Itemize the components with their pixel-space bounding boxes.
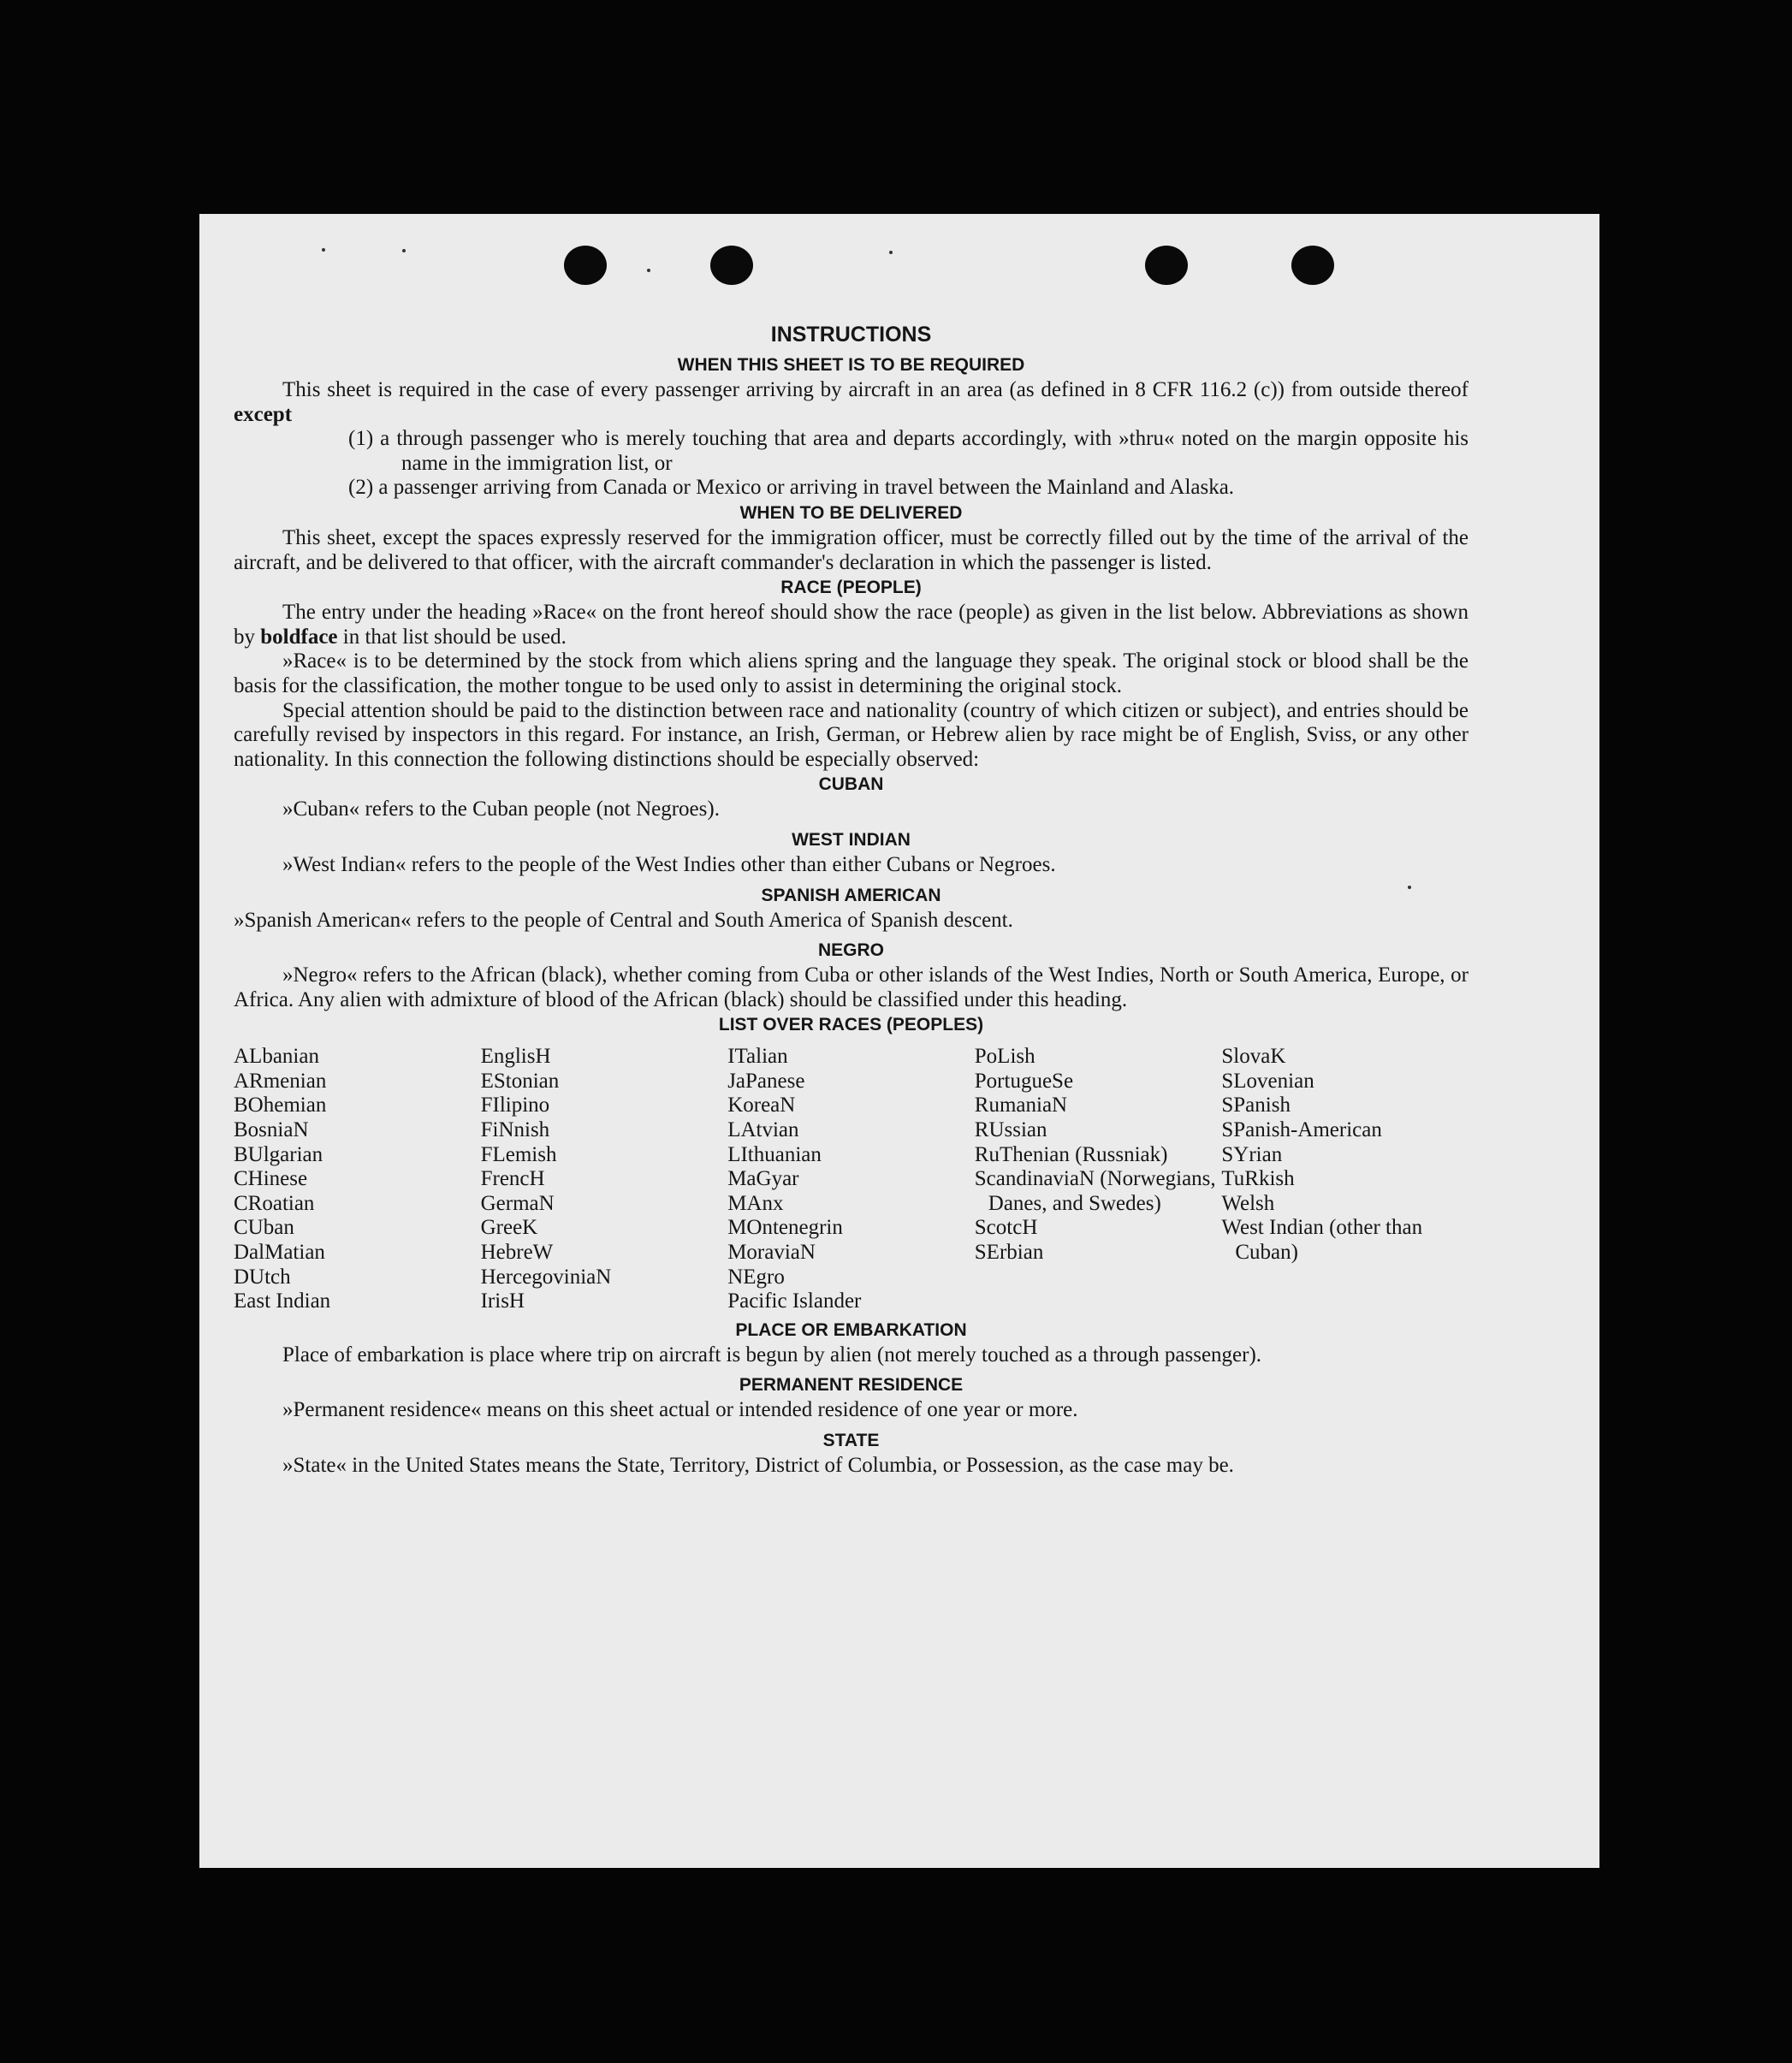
race-item: FiNnish [480, 1118, 550, 1142]
race-item: LIthuanian [727, 1142, 822, 1166]
race-item: ALbanian [234, 1045, 319, 1069]
race-item: ScotcH [974, 1216, 1038, 1240]
punch-hole [710, 246, 753, 285]
race-item: SErbian [974, 1241, 1044, 1265]
heading-embarkation: PLACE OR EMBARKATION [735, 1319, 967, 1340]
race-item: MOntenegrin [727, 1216, 843, 1240]
race-paragraph-3: Special attention should be paid to the distinction between race and nationality (country of which citizen or subject), and entries should be carefully revised by inspectors in this regard. For instance, an Irish, German, or Hebrew alien by race might be of English, Sviss, or any other nationality. In this connection the following distinctions should be especially observed: [234, 698, 1469, 771]
speck [647, 269, 650, 272]
speck [322, 248, 325, 252]
speck [889, 251, 893, 254]
race-paragraph-1 [234, 601, 1469, 649]
race-item: CUban [234, 1216, 294, 1240]
race-paragraph-2: »Race« is to be determined by the stock from which aliens spring and the language they speak. The original stock or blood shall be the basis for the classification, the mother tongue to be used only to assist in determining the original stock. [234, 649, 1469, 697]
race-item: DUtch [234, 1265, 291, 1289]
race-item: JaPanese [727, 1069, 805, 1093]
race-item: East Indian [234, 1289, 331, 1313]
heading-west-indian: WEST INDIAN [792, 829, 911, 850]
race-item: BUlgarian [234, 1142, 323, 1166]
race-p1-text-end: in that list should be used. [342, 625, 567, 649]
race-item: SlovaK [1221, 1045, 1286, 1069]
race-item: PortugueSe [974, 1069, 1074, 1093]
race-column [234, 1045, 481, 1314]
west-indian-paragraph: »West Indian« refers to the people of the West Indies other than either Cubans or Negroes. [282, 852, 1056, 876]
race-item: EnglisH [480, 1045, 551, 1069]
race-item: DalMatian [234, 1241, 325, 1265]
embarkation-paragraph: Place of embarkation is place where trip on aircraft is begun by alien (not merely touched as a through passenger). [282, 1343, 1262, 1366]
race-item: MaGyar [727, 1167, 799, 1191]
spanish-american-paragraph: »Spanish American« refers to the people of Central and South America of Spanish descent. [234, 908, 1013, 932]
race-p1-bold: boldface [260, 625, 338, 649]
race-item: Pacific Islander [727, 1289, 862, 1313]
required-item-1: (1) a through passenger who is merely touching that area and departs accordingly, with »thru« noted on the margin opposite his name in the immigration list, or [348, 427, 1469, 475]
race-item: SYrian [1221, 1142, 1283, 1166]
heading-race: RACE (PEOPLE) [780, 578, 922, 598]
race-item: RUssian [974, 1118, 1047, 1142]
race-item: IrisH [480, 1289, 525, 1313]
heading-required: WHEN THIS SHEET IS TO BE REQUIRED [677, 355, 1025, 375]
race-item: FIlipino [480, 1094, 550, 1117]
race-item: MoraviaN [727, 1241, 816, 1265]
race-column [481, 1045, 728, 1314]
required-item-2: (2) a passenger arriving from Canada or Mexico or arriving in travel between the Mainland and Alaska. [348, 476, 1235, 500]
delivered-paragraph: This sheet, except the spaces expressly reserved for the immigration officer, must be correctly filled out by the time of the arrival of the aircraft, and be delivered to that officer, with the aircraft commander's declaration in which the passenger is listed. [234, 525, 1469, 574]
race-item: Welsh [1221, 1191, 1275, 1215]
state-paragraph: »State« in the United States means the State, Territory, District of Columbia, or Possession, as the case may be. [282, 1454, 1234, 1477]
race-item: SPanish-American [1221, 1118, 1382, 1142]
race-list [234, 1045, 1469, 1314]
race-item: GreeK [480, 1216, 538, 1240]
race-item: CRoatian [234, 1191, 315, 1215]
page-title: INSTRUCTIONS [770, 323, 932, 347]
race-item: GermaN [480, 1191, 555, 1215]
race-item: RumaniaN [974, 1094, 1068, 1117]
residence-paragraph: »Permanent residence« means on this sheet actual or intended residence of one year or more. [282, 1398, 1078, 1422]
heading-delivered: WHEN TO BE DELIVERED [739, 502, 963, 523]
race-item: HercegoviniaN [480, 1265, 612, 1289]
cuban-paragraph: »Cuban« refers to the Cuban people (not Negroes). [282, 797, 720, 821]
race-item: NEgro [727, 1265, 785, 1289]
race-item: KoreaN [727, 1094, 796, 1117]
race-item: SLovenian [1221, 1069, 1314, 1093]
race-item: West Indian (other than Cuban) [1221, 1216, 1423, 1265]
race-column [727, 1045, 975, 1314]
race-column [975, 1045, 1222, 1314]
race-item: FLemish [480, 1142, 557, 1166]
negro-paragraph: »Negro« refers to the African (black), whether coming from Cuba or other islands of the West Indies, North or South America, Europe, or Africa. Any alien with admixture of blood of the African (black) should be classified under this heading. [234, 963, 1469, 1011]
race-item: LAtvian [727, 1118, 799, 1142]
punch-hole [564, 246, 607, 285]
speck [402, 249, 406, 252]
heading-state: STATE [822, 1431, 880, 1450]
race-item: RuThenian (Russniak) [974, 1142, 1168, 1166]
heading-race-list: LIST OVER RACES (PEOPLES) [718, 1015, 984, 1035]
required-paragraph [234, 378, 1469, 427]
document-sheet [199, 214, 1599, 1868]
heading-residence: PERMANENT RESIDENCE [739, 1375, 964, 1396]
punch-hole [1145, 246, 1188, 285]
required-except: except [234, 402, 293, 426]
heading-cuban: CUBAN [818, 774, 884, 795]
race-item: CHinese [234, 1167, 308, 1191]
race-item: FrencH [480, 1167, 545, 1191]
race-p1-text: The entry under the heading »Race« on the front hereof should show the race (people) as given in the list below. Abbreviations as shown by [234, 601, 1469, 649]
race-item: ITalian [727, 1045, 788, 1069]
heading-spanish-american: SPANISH AMERICAN [761, 885, 941, 905]
heading-negro: NEGRO [817, 940, 884, 961]
race-item: EStonian [480, 1069, 560, 1093]
race-item: MAnx [727, 1191, 784, 1215]
race-item: ScandinaviaN (Norwegians, Danes, and Swedes) [974, 1167, 1216, 1215]
race-item: ARmenian [234, 1069, 327, 1093]
race-item: BOhemian [234, 1094, 327, 1117]
race-item: PoLish [974, 1045, 1035, 1069]
required-text: This sheet is required in the case of every passenger arriving by aircraft in an area (as defined in 8 CFR 116.2 (c)) from outside thereof [282, 378, 1469, 401]
race-item: TuRkish [1221, 1167, 1295, 1191]
race-item: BosniaN [234, 1118, 309, 1142]
instructions-content [234, 322, 1469, 1479]
punch-hole [1291, 246, 1334, 285]
race-column [1221, 1045, 1469, 1314]
race-item: SPanish [1221, 1094, 1291, 1117]
race-item: HebreW [480, 1241, 554, 1265]
